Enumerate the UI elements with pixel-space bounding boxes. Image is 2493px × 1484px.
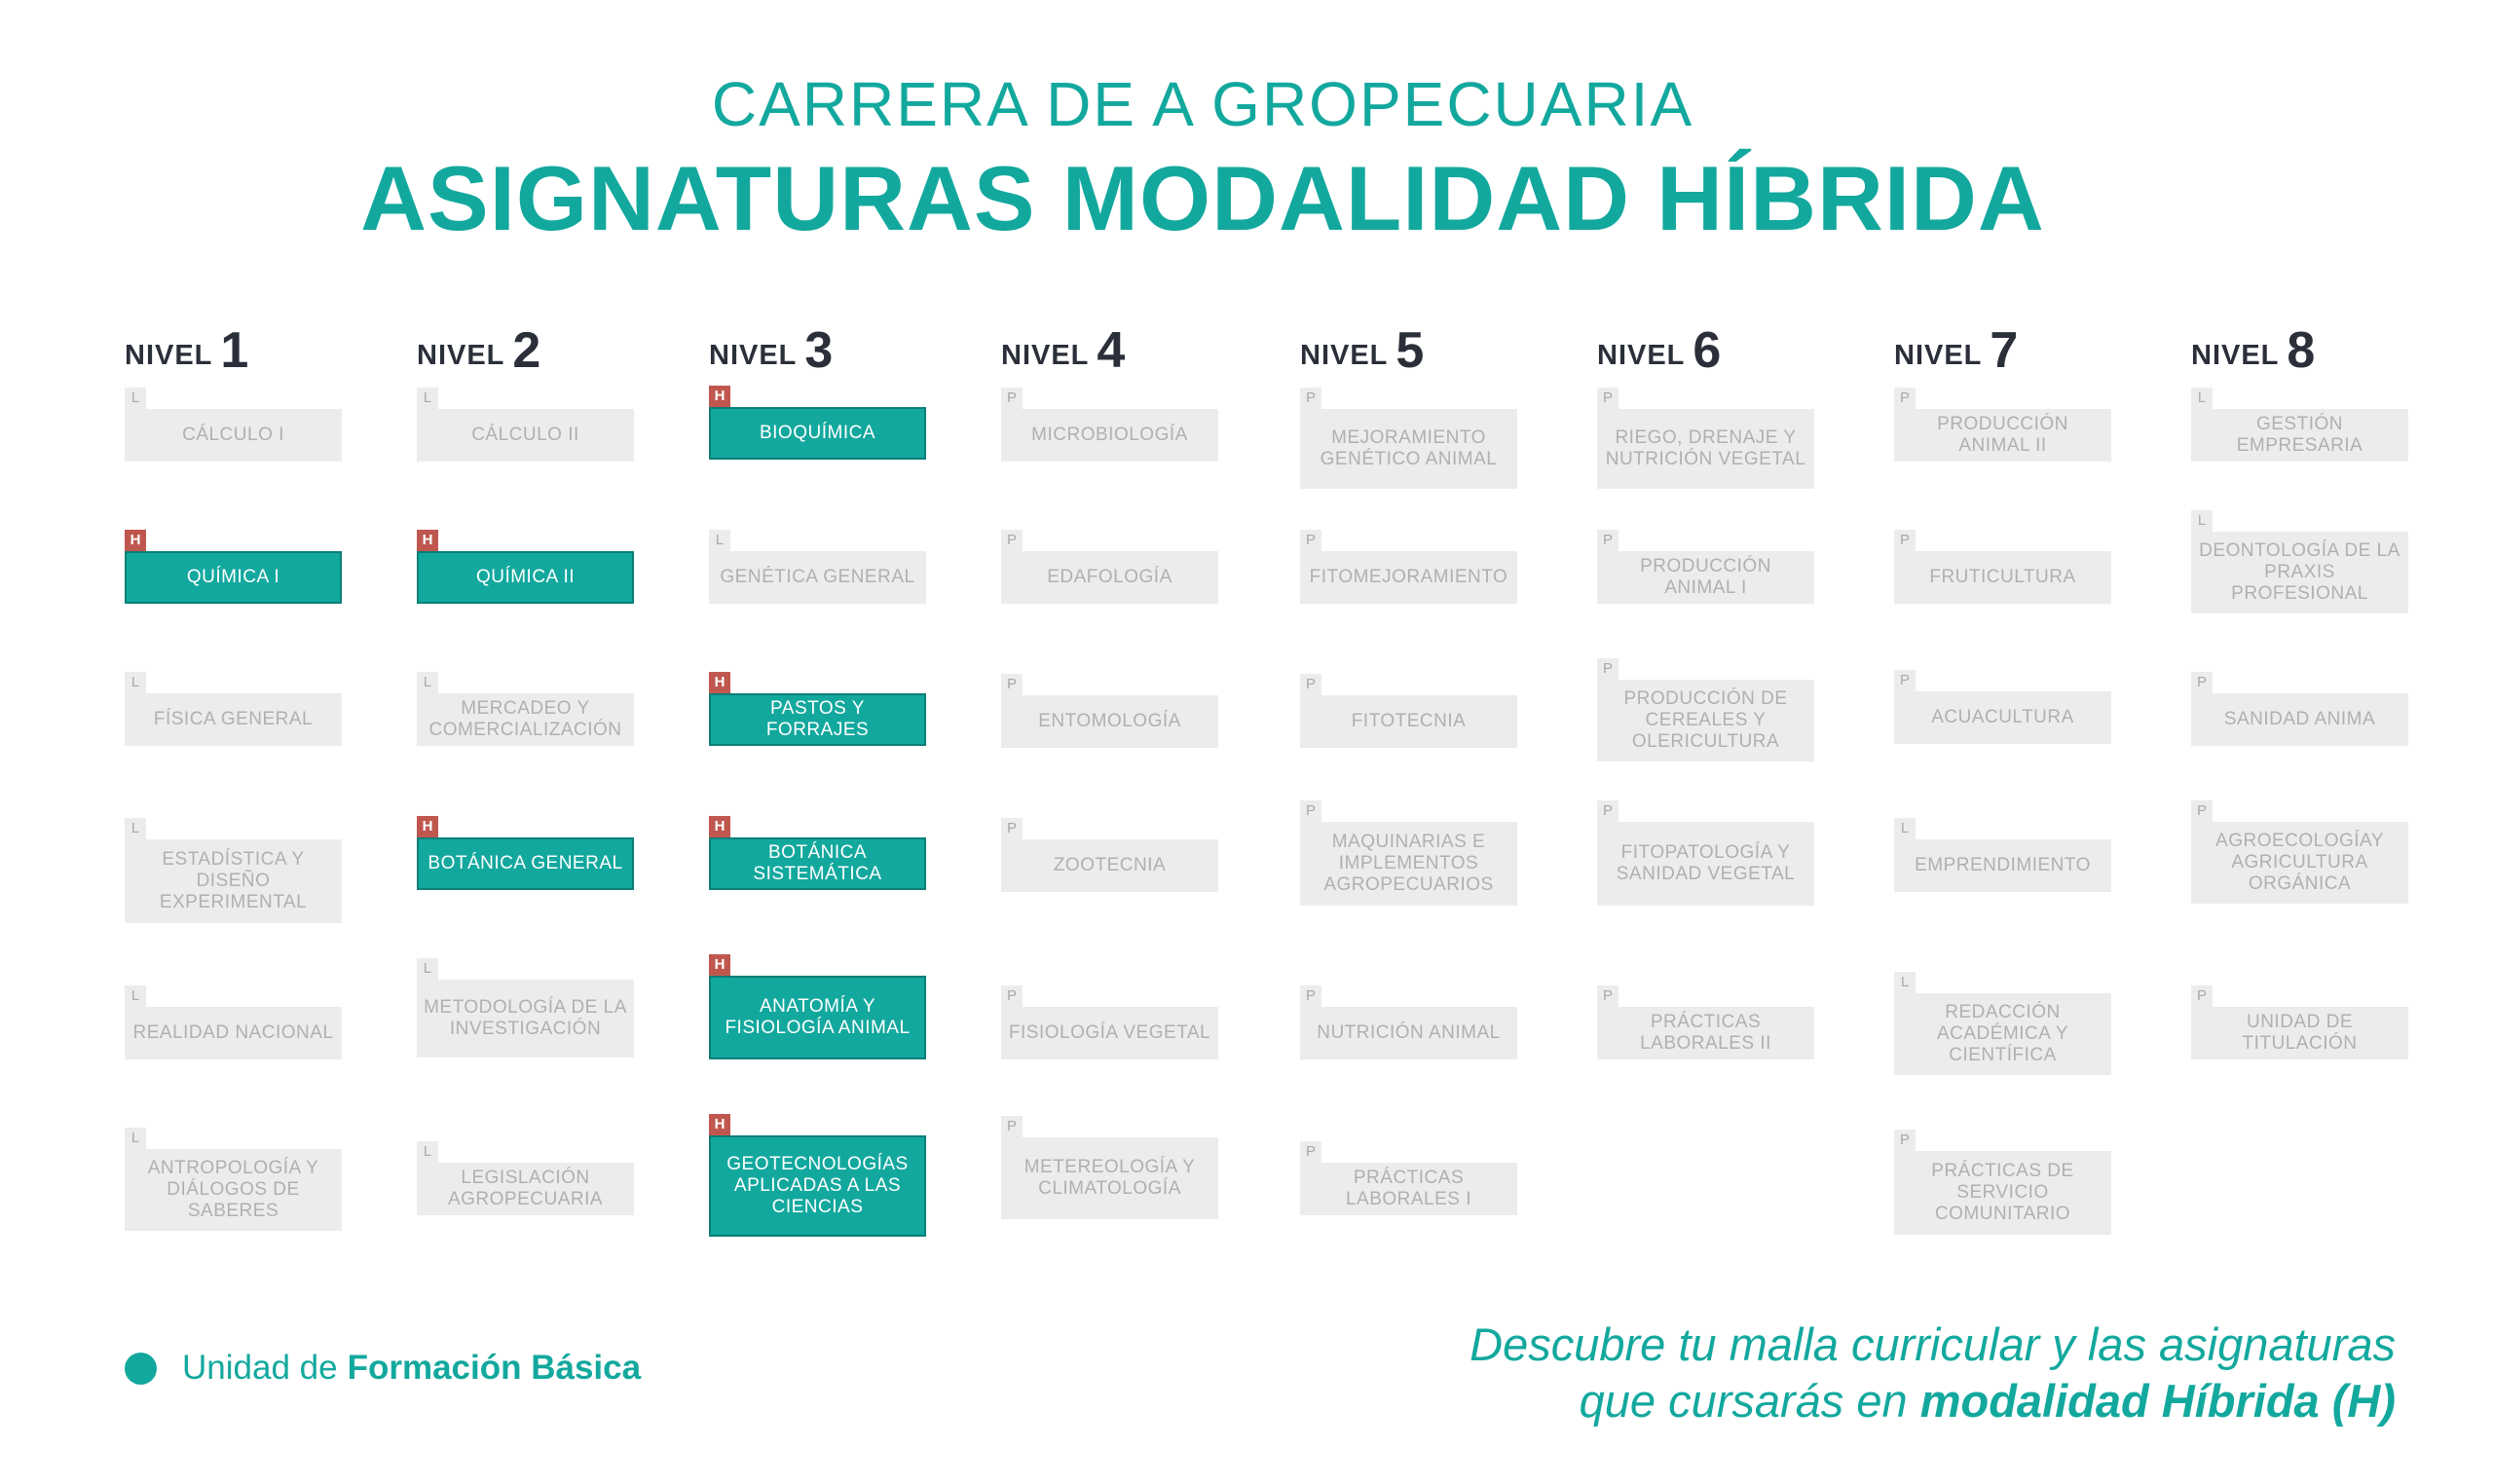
- course-modality-tag: P: [1001, 530, 1023, 551]
- level-number: 6: [1693, 322, 1722, 379]
- course-box: PRÁCTICAS DE SERVICIO COMUNITARIO: [1894, 1151, 2111, 1235]
- course-modality-tag: L: [417, 958, 438, 980]
- legend-bold: Formación Básica: [347, 1349, 642, 1387]
- course-box: AGROECOLOGÍAY AGRICULTURA ORGÁNICA: [2191, 822, 2408, 904]
- level-number: 1: [220, 322, 249, 379]
- course-box: QUÍMICA II: [417, 551, 634, 604]
- level-number: 7: [1990, 322, 2019, 379]
- level-label: NIVEL: [125, 340, 213, 371]
- course-modality-tag: P: [1597, 388, 1619, 409]
- level-number: 5: [1395, 322, 1425, 379]
- level-label: NIVEL: [1597, 340, 1686, 371]
- course-modality-tag: L: [417, 388, 438, 409]
- course-box: FISIOLOGÍA VEGETAL: [1001, 1007, 1218, 1059]
- course-modality-tag: L: [125, 672, 146, 693]
- course-modality-tag: P: [1894, 1130, 1916, 1151]
- course-modality-tag: L: [1894, 818, 1916, 839]
- course-box: ANTROPOLOGÍA Y DIÁLOGOS DE SABERES: [125, 1149, 342, 1231]
- level-label: NIVEL: [417, 340, 505, 371]
- course-modality-tag: P: [1001, 1116, 1023, 1137]
- level-5-heading: [1300, 321, 1424, 380]
- course-modality-tag: P: [1300, 800, 1321, 822]
- course-modality-tag: P: [1894, 530, 1916, 551]
- level-4-heading: [1001, 321, 1125, 380]
- course-modality-tag: P: [1300, 388, 1321, 409]
- level-label: NIVEL: [1300, 340, 1389, 371]
- cta-line-1: Descubre tu malla curricular y las asignaturas: [1470, 1318, 2396, 1370]
- legend-dot-icon: [125, 1353, 157, 1385]
- course-modality-tag: H: [417, 530, 438, 551]
- course-modality-tag: P: [1894, 670, 1916, 691]
- course-box: BOTÁNICA SISTEMÁTICA: [709, 837, 926, 890]
- cta-line-2-bold: modalidad Híbrida (H): [1919, 1375, 2396, 1427]
- course-box: GESTIÓN EMPRESARIA: [2191, 409, 2408, 462]
- course-modality-tag: P: [1894, 388, 1916, 409]
- course-box: PASTOS Y FORRAJES: [709, 693, 926, 746]
- course-modality-tag: P: [1597, 800, 1619, 822]
- page-subtitle: CARRERA DE A GROPECUARIA: [711, 69, 1694, 139]
- course-box: ZOOTECNIA: [1001, 839, 1218, 892]
- level-8-heading: [2191, 321, 2315, 380]
- course-box: CÁLCULO I: [125, 409, 342, 462]
- course-modality-tag: P: [2191, 985, 2213, 1007]
- course-box: FITOPATOLOGÍA Y SANIDAD VEGETAL: [1597, 822, 1814, 906]
- course-box: FITOMEJORAMIENTO: [1300, 551, 1517, 604]
- course-box: EMPRENDIMIENTO: [1894, 839, 2111, 892]
- course-box: SANIDAD ANIMA: [2191, 693, 2408, 746]
- course-modality-tag: H: [709, 954, 730, 976]
- course-box: DEONTOLOGÍA DE LA PRAXIS PROFESIONAL: [2191, 532, 2408, 613]
- level-number: 8: [2287, 322, 2316, 379]
- course-modality-tag: P: [1001, 674, 1023, 695]
- course-box: MICROBIOLOGÍA: [1001, 409, 1218, 462]
- course-box: GEOTECNOLOGÍAS APLICADAS A LAS CIENCIAS: [709, 1135, 926, 1237]
- level-2-heading: [417, 321, 540, 380]
- course-box: METEREOLOGÍA Y CLIMATOLOGÍA: [1001, 1137, 1218, 1219]
- level-6-heading: [1597, 321, 1721, 380]
- course-modality-tag: L: [125, 985, 146, 1007]
- course-modality-tag: P: [1001, 388, 1023, 409]
- course-box: BIOQUÍMICA: [709, 407, 926, 460]
- course-box: CÁLCULO II: [417, 409, 634, 462]
- course-box: PRODUCCIÓN ANIMAL I: [1597, 551, 1814, 604]
- course-modality-tag: P: [1300, 530, 1321, 551]
- legend: [125, 1349, 641, 1388]
- course-box: RIEGO, DRENAJE Y NUTRICIÓN VEGETAL: [1597, 409, 1814, 489]
- level-label: NIVEL: [1001, 340, 1090, 371]
- course-modality-tag: L: [2191, 510, 2213, 532]
- cta-line-2-prefix: que cursarás en: [1579, 1375, 1908, 1427]
- course-modality-tag: H: [709, 816, 730, 837]
- course-modality-tag: L: [417, 672, 438, 693]
- course-modality-tag: L: [709, 530, 730, 551]
- course-modality-tag: P: [1001, 818, 1023, 839]
- course-modality-tag: P: [2191, 672, 2213, 693]
- course-box: MERCADEO Y COMERCIALIZACIÓN: [417, 693, 634, 746]
- level-7-heading: [1894, 321, 2018, 380]
- course-box: PRÁCTICAS LABORALES II: [1597, 1007, 1814, 1059]
- course-box: PRÁCTICAS LABORALES I: [1300, 1163, 1517, 1215]
- level-number: 4: [1097, 322, 1126, 379]
- course-box: LEGISLACIÓN AGROPECUARIA: [417, 1163, 634, 1215]
- course-modality-tag: L: [2191, 388, 2213, 409]
- level-label: NIVEL: [709, 340, 798, 371]
- course-modality-tag: P: [1597, 530, 1619, 551]
- course-modality-tag: H: [709, 1114, 730, 1135]
- level-label: NIVEL: [1894, 340, 1983, 371]
- course-modality-tag: L: [125, 818, 146, 839]
- course-modality-tag: L: [125, 388, 146, 409]
- course-modality-tag: L: [125, 1128, 146, 1149]
- course-box: NUTRICIÓN ANIMAL: [1300, 1007, 1517, 1059]
- course-box: EDAFOLOGÍA: [1001, 551, 1218, 604]
- course-modality-tag: P: [2191, 800, 2213, 822]
- course-box: ANATOMÍA Y FISIOLOGÍA ANIMAL: [709, 976, 926, 1059]
- course-box: REDACCIÓN ACADÉMICA Y CIENTÍFICA: [1894, 993, 2111, 1075]
- level-1-heading: [125, 321, 248, 380]
- course-modality-tag: H: [417, 816, 438, 837]
- course-modality-tag: P: [1300, 674, 1321, 695]
- course-modality-tag: H: [709, 672, 730, 693]
- course-box: FITOTECNIA: [1300, 695, 1517, 748]
- level-label: NIVEL: [2191, 340, 2280, 371]
- course-box: GENÉTICA GENERAL: [709, 551, 926, 604]
- level-number: 3: [804, 322, 834, 379]
- legend-prefix: Unidad de: [182, 1349, 338, 1387]
- course-box: PRODUCCIÓN ANIMAL II: [1894, 409, 2111, 462]
- cta-line-2: [1470, 1373, 2396, 1429]
- course-box: ACUACULTURA: [1894, 691, 2111, 744]
- course-modality-tag: P: [1597, 658, 1619, 680]
- course-box: REALIDAD NACIONAL: [125, 1007, 342, 1059]
- course-modality-tag: P: [1001, 985, 1023, 1007]
- course-box: MEJORAMIENTO GENÉTICO ANIMAL: [1300, 409, 1517, 489]
- course-box: FRUTICULTURA: [1894, 551, 2111, 604]
- course-box: BOTÁNICA GENERAL: [417, 837, 634, 890]
- course-box: ENTOMOLOGÍA: [1001, 695, 1218, 748]
- course-box: FÍSICA GENERAL: [125, 693, 342, 746]
- call-to-action: [1470, 1317, 2396, 1429]
- page-title: ASIGNATURAS MODALIDAD HÍBRIDA: [360, 147, 2045, 249]
- level-number: 2: [512, 322, 541, 379]
- course-box: QUÍMICA I: [125, 551, 342, 604]
- course-box: UNIDAD DE TITULACIÓN: [2191, 1007, 2408, 1059]
- course-modality-tag: P: [1300, 985, 1321, 1007]
- course-modality-tag: H: [709, 386, 730, 407]
- level-3-heading: [709, 321, 833, 380]
- course-modality-tag: L: [1894, 972, 1916, 993]
- course-box: ESTADÍSTICA Y DISEÑO EXPERIMENTAL: [125, 839, 342, 923]
- course-box: PRODUCCIÓN DE CEREALES Y OLERICULTURA: [1597, 680, 1814, 761]
- course-modality-tag: H: [125, 530, 146, 551]
- course-modality-tag: L: [417, 1141, 438, 1163]
- course-box: MAQUINARIAS E IMPLEMENTOS AGROPECUARIOS: [1300, 822, 1517, 906]
- course-modality-tag: P: [1597, 985, 1619, 1007]
- course-box: METODOLOGÍA DE LA INVESTIGACIÓN: [417, 980, 634, 1057]
- course-modality-tag: P: [1300, 1141, 1321, 1163]
